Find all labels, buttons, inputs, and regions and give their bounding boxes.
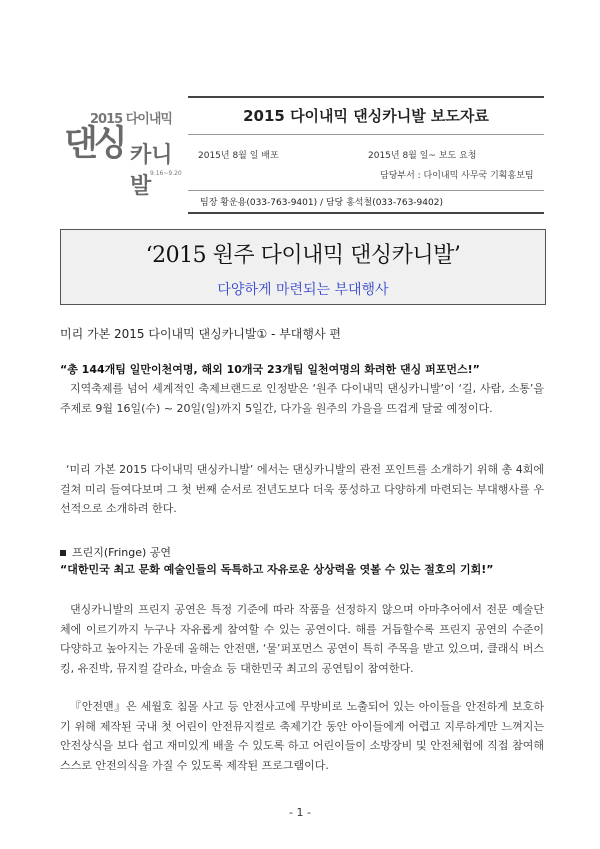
lead-quote: “총 144개팀 일만이천여명, 해외 10개국 23개팀 일천여명의 화려한 댄싱 퍼포먼스!” — [60, 363, 480, 376]
title-box — [60, 229, 546, 305]
paragraph-1: 지역축제를 넘어 세계적인 축제브랜드로 인정받은 ‘원주 다이내믹 댄싱카니발’이 ‘길, 사람, 소통’을 주제로 9월 16일(수) ~ 20일(일)까지 5일간, 다가올 원주의 가을을 뜨겁게 달굴 예정이다. — [60, 382, 544, 415]
main-headline: ‘2015 원주 다이내믹 댄싱카니발’ — [145, 243, 461, 268]
press-title: 2015 다이내믹 댄싱카니발 보도자료 — [188, 96, 544, 135]
section-heading: 미리 가본 2015 다이내믹 댄싱카니발① - 부대행사 편 — [60, 327, 341, 341]
logo-dates: 9.16~9.20 — [150, 170, 182, 177]
contact-line: 팀장 황운용(033-763-9401) / 담당 홍석철(033-763-9402) — [188, 192, 544, 214]
press-header — [60, 96, 544, 215]
logo-year: 2015 다이내믹 — [90, 112, 172, 127]
page-number: - 1 - — [289, 806, 311, 819]
bullet-square-icon — [60, 550, 66, 556]
paragraph-3: 댄싱카니발의 프린지 공연은 특정 기준에 따라 작품을 선정하지 않으며 아마추어에서 전문 예술단체에 이르기까지 누구나 자유롭게 참여할 수 있는 공연이다. 해를 거듭할수록 프린지 공연의 수준이 다양하고 높아지는 가운데 올해는 안전맨, ‘물’퍼포먼스 공연이 특히 주목을 받고 있으며, 클래식 버스킹, 유진박, 뮤지컬 갈라쇼, 마술쇼 등 대한민국 최고의 공연팀이 참여한다. — [60, 603, 544, 675]
logo-main — [64, 124, 124, 164]
sub-headline: 다양하게 마련되는 부대행사 — [217, 282, 389, 298]
paragraph-4: 『안전맨』은 세월호 침몰 사고 등 안전사고에 무방비로 노출되어 있는 아이들을 안전하게 보호하기 위해 제작된 국내 첫 어린이 안전뮤지컬로 축제기간 동안 아이들에게 어렵고 지루하게만 느껴지는 안전상식을 보다 쉽고 재미있게 배울 수 있도록 하고 어린이들이 소방장비 및 안전체험에 직접 참여해 스스로 안전의식을 가질 수 있도록 제작된 프로그램이다. — [60, 700, 544, 772]
fringe-quote: “대한민국 최고 문화 예술인들의 독특하고 자유로운 상상력을 엿볼 수 있는 절호의 기회!” — [60, 563, 494, 576]
distribution-date: 2015년 8월 일 배포 — [198, 151, 279, 161]
section-bullet — [60, 544, 171, 560]
release-request: 2015년 8월 일~ 보도 요청 — [368, 151, 477, 161]
bullet-label: 프린지(Fringe) 공연 — [72, 546, 172, 559]
press-info — [188, 134, 544, 191]
department: 담당부서 : 다이내믹 사무국 기획홍보팀 — [380, 171, 534, 181]
festival-logo — [60, 96, 184, 215]
logo-sub: 카니발 — [130, 143, 173, 199]
paragraph-2: ‘미리 가본 2015 다이내믹 댄싱카니발’ 에서는 댄싱카니발의 관전 포인트를 소개하기 위해 총 4회에 걸쳐 미리 들여다보며 그 첫 번째 순서로 전년도보다 더욱 풍성하고 다양하게 마련되는 부대행사를 우선적으로 소개하려 한다. — [60, 463, 544, 516]
logo-main-text: 댄싱 — [64, 124, 124, 164]
